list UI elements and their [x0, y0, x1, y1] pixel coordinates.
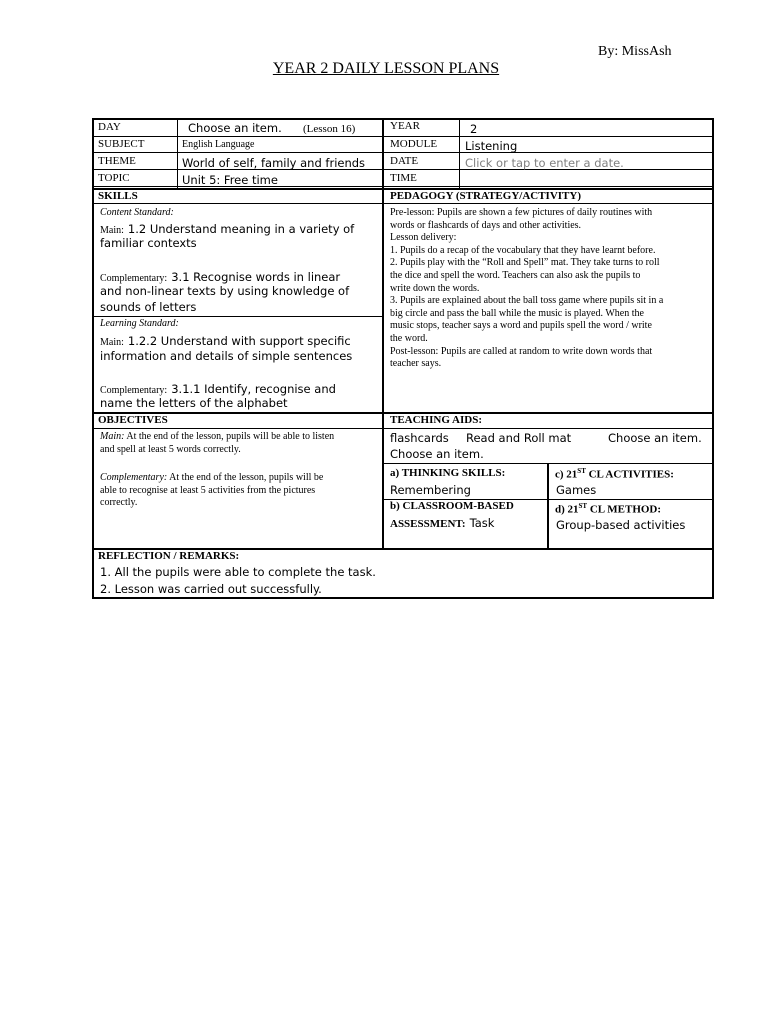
skills-heading: SKILLS	[98, 190, 138, 202]
pedagogy-line: 3. Pupils are explained about the ball toss game where pupils sit in a	[390, 295, 664, 307]
complementary-label: Complementary:	[100, 273, 168, 284]
assessment-row	[390, 514, 494, 532]
pedagogy-heading: PEDAGOGY (STRATEGY/ACTIVITY)	[390, 190, 581, 202]
subject-value[interactable]: English Language	[182, 139, 255, 150]
content-main-line2: familiar contexts	[100, 236, 197, 250]
row-divider	[93, 203, 713, 204]
complementary-label: Complementary:	[100, 472, 168, 483]
objectives-complementary	[100, 472, 323, 483]
pedagogy-line: write down the words.	[390, 282, 480, 294]
pedagogy-body	[390, 207, 712, 371]
complementary-label: Complementary:	[100, 385, 168, 396]
reflection-heading: REFLECTION / REMARKS:	[98, 550, 240, 562]
year-value[interactable]: 2	[470, 122, 478, 136]
content-comp-line2: and non-linear texts by using knowledge of	[100, 284, 350, 298]
pedagogy-line: the word.	[390, 332, 428, 344]
assessment-value[interactable]: Task	[469, 516, 495, 530]
date-picker[interactable]: Click or tap to enter a date.	[465, 156, 624, 170]
learning-comp-line2: name the letters of the alphabet	[100, 396, 288, 410]
cl-method-label: d) 21ST CL METHOD:	[555, 502, 662, 516]
main-label: Main:	[100, 225, 124, 236]
learning-standard-label: Learning Standard:	[100, 318, 179, 329]
row-divider	[93, 136, 713, 137]
date-label: DATE	[390, 155, 419, 167]
author-name: By: MissAsh	[598, 44, 672, 59]
pedagogy-line: the dice and spell the word. Teachers can also ask the pupils to	[390, 269, 641, 281]
main-label: Main:	[100, 337, 124, 348]
row-divider	[93, 428, 713, 429]
thinking-skills-label: a) THINKING SKILLS:	[390, 467, 506, 479]
reflection-line[interactable]: 1. All the pupils were able to complete the task.	[100, 565, 376, 579]
learning-main	[100, 332, 351, 350]
theme-value[interactable]: World of self, family and friends	[182, 156, 366, 170]
main-label: Main:	[100, 431, 125, 442]
objectives-comp-line2: able to recognise at least 5 activities from the pictures	[100, 485, 316, 496]
module-label: MODULE	[390, 138, 438, 150]
objectives-comp-line1: At the end of the lesson, pupils will be	[169, 472, 324, 483]
row-divider	[93, 152, 713, 153]
pedagogy-line: 1. Pupils do a recap of the vocabulary that they have learnt before.	[390, 244, 656, 256]
cl-method-value[interactable]: Group-based activities	[556, 518, 686, 532]
lesson-number: (Lesson 16)	[303, 123, 356, 135]
pedagogy-line: music stops, teacher says a word and pupils spell the word / write	[390, 320, 652, 332]
learning-main-line1: 1.2.2 Understand with support specific	[127, 334, 351, 348]
teaching-aid-item[interactable]: Read and Roll mat	[466, 431, 572, 445]
objectives-main	[100, 431, 334, 442]
year-label: YEAR	[390, 120, 420, 132]
reflection-line[interactable]: 2. Lesson was carried out successfully.	[100, 582, 322, 596]
theme-label: THEME	[98, 155, 136, 167]
pedagogy-line: teacher says.	[390, 358, 442, 370]
teaching-aids-heading: TEACHING AIDS:	[390, 414, 482, 426]
cl-activities-value[interactable]: Games	[556, 483, 597, 497]
objectives-main-line2: and spell at least 5 words correctly.	[100, 444, 241, 455]
time-label: TIME	[390, 172, 417, 184]
subject-label: SUBJECT	[98, 138, 145, 150]
learning-comp-line1: 3.1.1 Identify, recognise and	[171, 382, 336, 396]
assessment-label-2: ASSESSMENT:	[390, 518, 466, 530]
column-divider	[382, 119, 384, 550]
content-comp-line3: sounds of letters	[100, 300, 197, 314]
teaching-aid-select[interactable]: Choose an item.	[608, 431, 702, 445]
content-standard-label: Content Standard:	[100, 207, 174, 218]
content-comp-line1: 3.1 Recognise words in linear	[171, 270, 341, 284]
day-select[interactable]: Choose an item.	[188, 121, 282, 135]
day-label: DAY	[98, 121, 121, 133]
page-title: YEAR 2 DAILY LESSON PLANS	[272, 60, 500, 77]
teaching-aid-select[interactable]: Choose an item.	[390, 447, 484, 461]
objectives-main-line1: At the end of the lesson, pupils will be able to listen	[126, 431, 335, 442]
content-main-line1: 1.2 Understand meaning in a variety of	[127, 222, 355, 236]
pedagogy-line: Post-lesson: Pupils are called at random to write down words that	[390, 345, 653, 357]
pedagogy-line: Pre-lesson: Pupils are shown a few pictures of daily routines with	[390, 207, 653, 218]
pedagogy-line: big circle and pass the ball while the music is played. When the	[390, 307, 644, 319]
column-divider	[177, 119, 178, 188]
cl-activities-label: c) 21ST CL ACTIVITIES:	[555, 467, 674, 481]
module-value[interactable]: Listening	[465, 139, 518, 153]
objectives-heading: OBJECTIVES	[98, 414, 168, 426]
pedagogy-line: words or flashcards of days and other activities.	[390, 219, 582, 231]
column-divider	[459, 119, 460, 188]
column-divider	[547, 463, 549, 550]
topic-value[interactable]: Unit 5: Free time	[182, 173, 278, 187]
pedagogy-line: 2. Pupils play with the “Roll and Spell” mat. They take turns to roll	[390, 257, 660, 269]
topic-label: TOPIC	[98, 172, 130, 184]
row-divider	[93, 316, 382, 317]
assessment-label: b) CLASSROOM-BASED	[390, 500, 514, 512]
pedagogy-line: Lesson delivery:	[390, 232, 457, 244]
objectives-comp-line3: correctly.	[100, 497, 138, 508]
learning-main-line2: information and details of simple sentences	[100, 349, 353, 363]
teaching-aid-item[interactable]: flashcards	[390, 431, 449, 445]
thinking-skills-value[interactable]: Remembering	[390, 483, 471, 497]
